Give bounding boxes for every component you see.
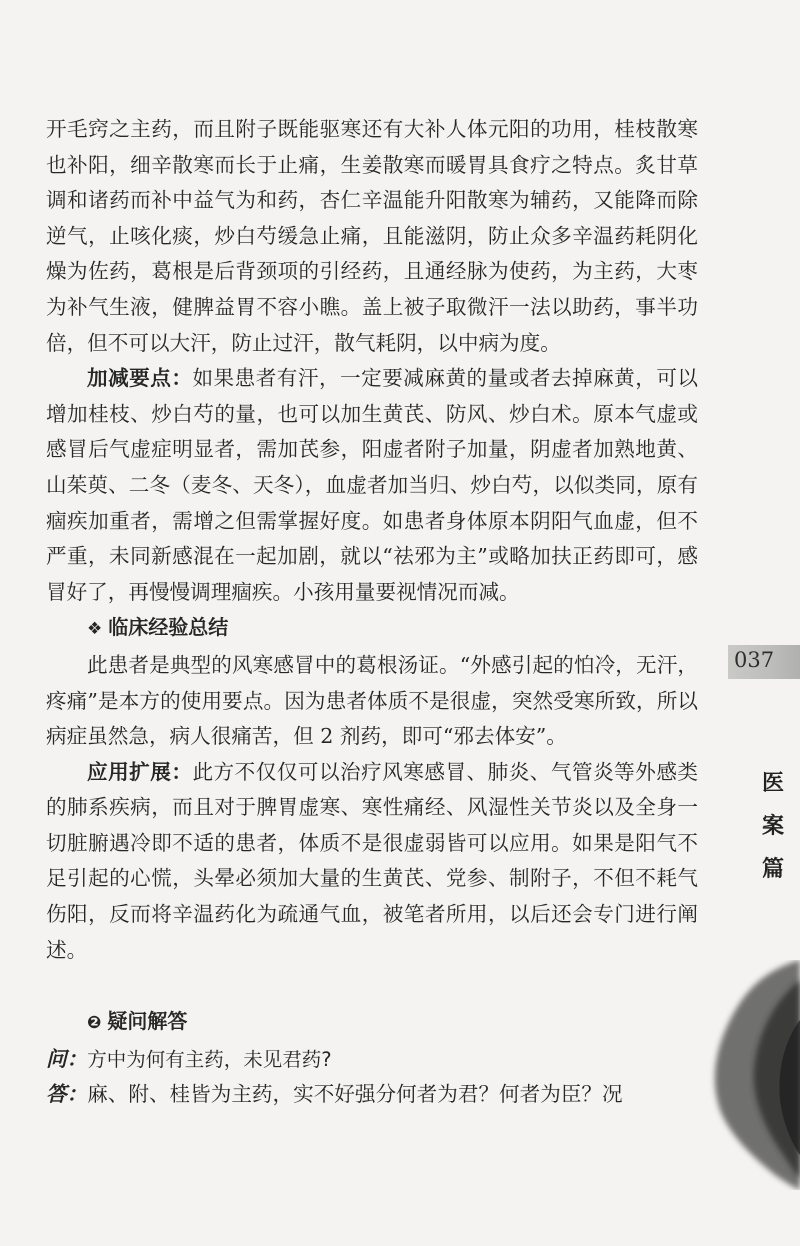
- paragraph-2: [46, 361, 698, 610]
- adjustment-text: 如果患者有汗，一定要减麻黄的量或者去掉麻黄，可以增加桂枝、炒白芍的量，也可以加生黄芪、防风、炒白术。原本气虚或感冒后气虚症明显者，需加芪参，阳虚者附子加量，阴虚者加熟地黄、山茱萸、二冬（麦冬、天冬），血虚者加当归、炒白芍，以似类同，原有痼疾加重者，需增之但需掌握好度。如患者身体原本阴阳气血虚，但不严重，未同新感混在一起加剧，就以“祛邪为主”或略加扶正药即可，感冒好了，再慢慢调理痼疾。小孩用量要视情况而减。: [46, 366, 699, 604]
- question-text: 方中为何有主药，未见君药?: [87, 1047, 332, 1071]
- side-title-char-2: 案: [761, 813, 784, 839]
- question-line: [46, 1042, 698, 1078]
- adjustment-label: 加减要点：: [87, 366, 193, 391]
- section-heading-qa: [46, 1004, 698, 1042]
- paragraph-3: 此患者是典型的风寒感冒中的葛根汤证。“外感引起的怕冷，无汗，疼痛”是本方的使用要点。因为患者体质不是很虚，突然受寒所致，所以病症虽然急，病人很痛苦，但 2 剂药，即可“邪去体安”。: [46, 652, 698, 749]
- body-text: [46, 112, 698, 1113]
- diamond-bullet-icon: ❖: [87, 619, 103, 640]
- qa-heading-text: 疑问解答: [107, 1009, 188, 1034]
- answer-line: [46, 1077, 698, 1113]
- page-number: 037: [734, 648, 775, 672]
- question-bullet-icon: ❷: [87, 1013, 102, 1034]
- answer-text: 麻、附、桂皆为主药，实不好强分何者为君？何者为臣？况: [87, 1082, 623, 1107]
- side-title-char-1: 医: [761, 770, 784, 796]
- clinical-heading-text: 临床经验总结: [108, 615, 229, 640]
- side-title-char-3: 篇: [761, 856, 784, 882]
- paragraph-1: 开毛窍之主药，而且附子既能驱寒还有大补人体元阳的功用，桂枝散寒也补阳，细辛散寒而长于止痛，生姜散寒而暖胃具食疗之特点。炙甘草调和诸药而补中益气为和药，杏仁辛温能升阳散寒为辅药，又能降而除逆气，止咳化痰，炒白芍缓急止痛，且能滋阴，防止众多辛温药耗阴化燥为佐药，葛根是后背颈项的引经药，且通经脉为使药，为主药，大枣为补气生液，健脾益胃不容小瞧。盖上被子取微汗一法以助药，事半功倍，但不可以大汗，防止过汗，散气耗阴，以中病为度。: [46, 117, 698, 355]
- section-side-title: [758, 766, 788, 883]
- answer-label: 答：: [46, 1082, 88, 1107]
- extension-label: 应用扩展：: [87, 759, 193, 784]
- paragraph-4: [46, 755, 698, 969]
- section-heading-clinical: [46, 610, 698, 648]
- spacer: [46, 968, 698, 1004]
- extension-text: 此方不仅仅可以治疗风寒感冒、肺炎、气管炎等外感类的肺系疾病，而且对于脾胃虚寒、寒性痛经、风湿性关节炎以及全身一切脏腑遇冷即不适的患者，体质不是很虚弱皆可以应用。如果是阳气不足引起的心慌，头晕必须加大量的生黄芪、党参、制附子，不但不耗气伤阳，反而将辛温药化为疏通气血，被笔者所用，以后还会专门进行阐述。: [46, 759, 699, 962]
- question-label: 问：: [46, 1046, 88, 1071]
- ink-wash-decoration: [705, 960, 800, 1190]
